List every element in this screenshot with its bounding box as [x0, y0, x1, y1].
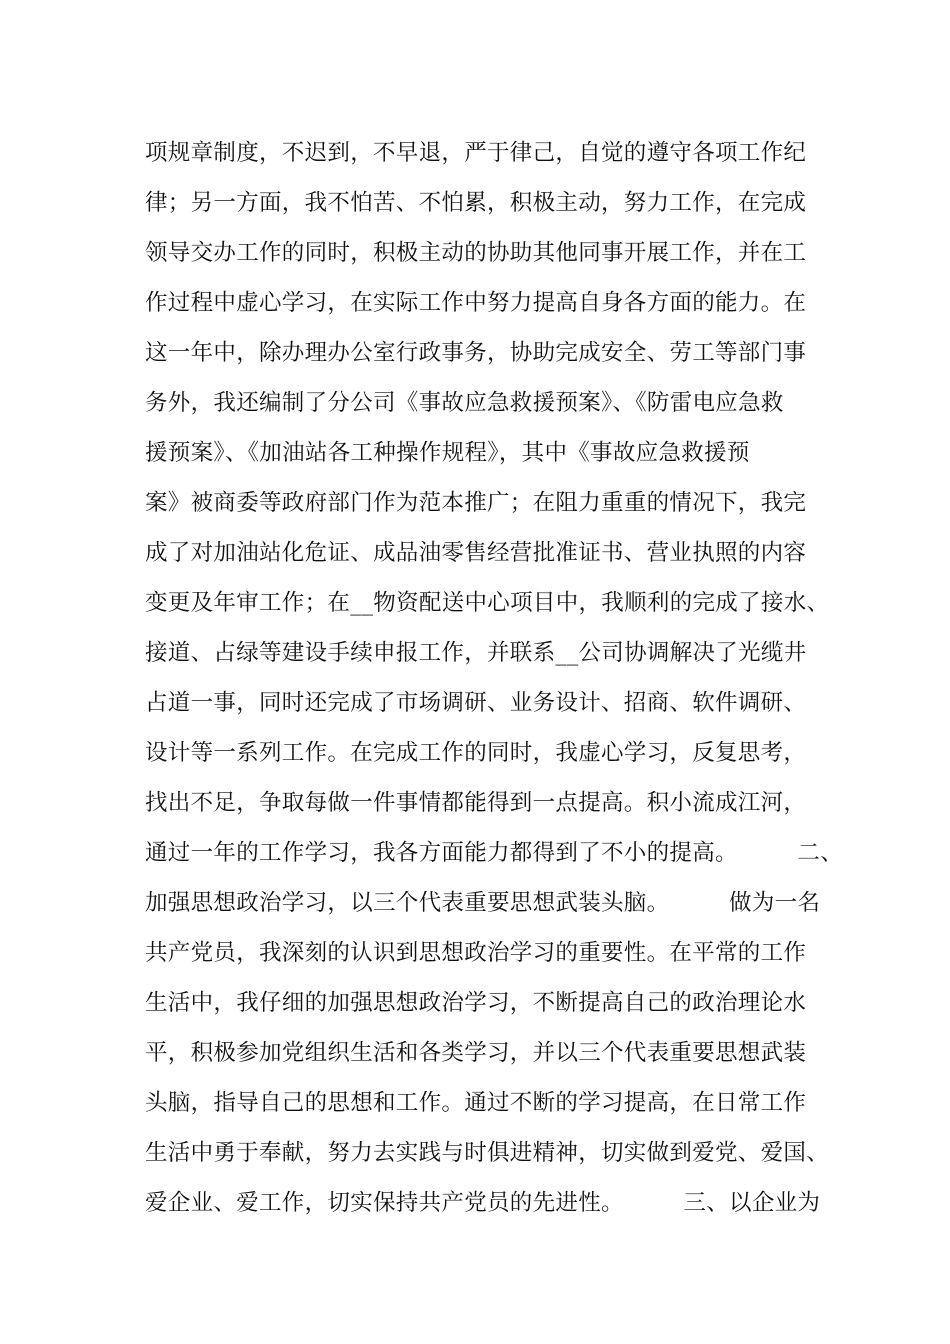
text-line: 找出不足，争取每做一件事情都能得到一点提高。积小流成江河， [145, 790, 807, 816]
text-line: 生活中，我仔细的加强思想政治学习，不断提高自己的政治理论水 [145, 990, 807, 1016]
text-line: 占道一事，同时还完成了市场调研、业务设计、招商、软件调研、 [145, 690, 807, 716]
text-line: 变更及年审工作；在__物资配送中心项目中，我顺利的完成了接水、 [145, 590, 830, 616]
text-line: 平，积极参加党组织生活和各类学习，并以三个代表重要思想武装 [145, 1040, 807, 1066]
text-line: 通过一年的工作学习，我各方面能力都得到了不小的提高。 二、 [145, 840, 844, 866]
text-line: 共产党员，我深刻的认识到思想政治学习的重要性。在平常的工作 [145, 940, 807, 966]
text-line: 领导交办工作的同时，积极主动的协助其他同事开展工作，并在工 [145, 240, 807, 266]
text-line: 爱企业、爱工作，切实保持共产党员的先进性。 三、以企业为 [145, 1190, 821, 1216]
text-line: 生活中勇于奉献，努力去实践与时俱进精神，切实做到爱党、爱国、 [145, 1140, 830, 1166]
text-line: 律；另一方面，我不怕苦、不怕累，积极主动，努力工作，在完成 [145, 190, 807, 216]
text-line: 这一年中，除办理办公室行政事务，协助完成安全、劳工等部门事 [145, 340, 807, 366]
text-line: 设计等一系列工作。在完成工作的同时，我虚心学习，反复思考， [145, 740, 807, 766]
text-line: 项规章制度，不迟到，不早退，严于律己，自觉的遵守各项工作纪 [145, 140, 807, 166]
text-line: 作过程中虚心学习，在实际工作中努力提高自身各方面的能力。在 [145, 290, 807, 316]
text-line: 成了对加油站化危证、成品油零售经营批准证书、营业执照的内容 [145, 540, 807, 566]
text-line: 务外，我还编制了分公司《事故应急救援预案》、《防雷电应急救 [145, 390, 784, 416]
text-line: 加强思想政治学习，以三个代表重要思想武装头脑。 做为一名 [145, 890, 821, 916]
text-line: 头脑，指导自己的思想和工作。通过不断的学习提高，在日常工作 [145, 1090, 807, 1116]
text-line: 案》被商委等政府部门作为范本推广；在阻力重重的情况下，我完 [145, 490, 807, 516]
text-line: 接道、占绿等建设手续申报工作，并联系__公司协调解决了光缆井 [145, 640, 807, 666]
text-line: 援预案》、《加油站各工种操作规程》，其中《事故应急救援预 [145, 440, 750, 466]
